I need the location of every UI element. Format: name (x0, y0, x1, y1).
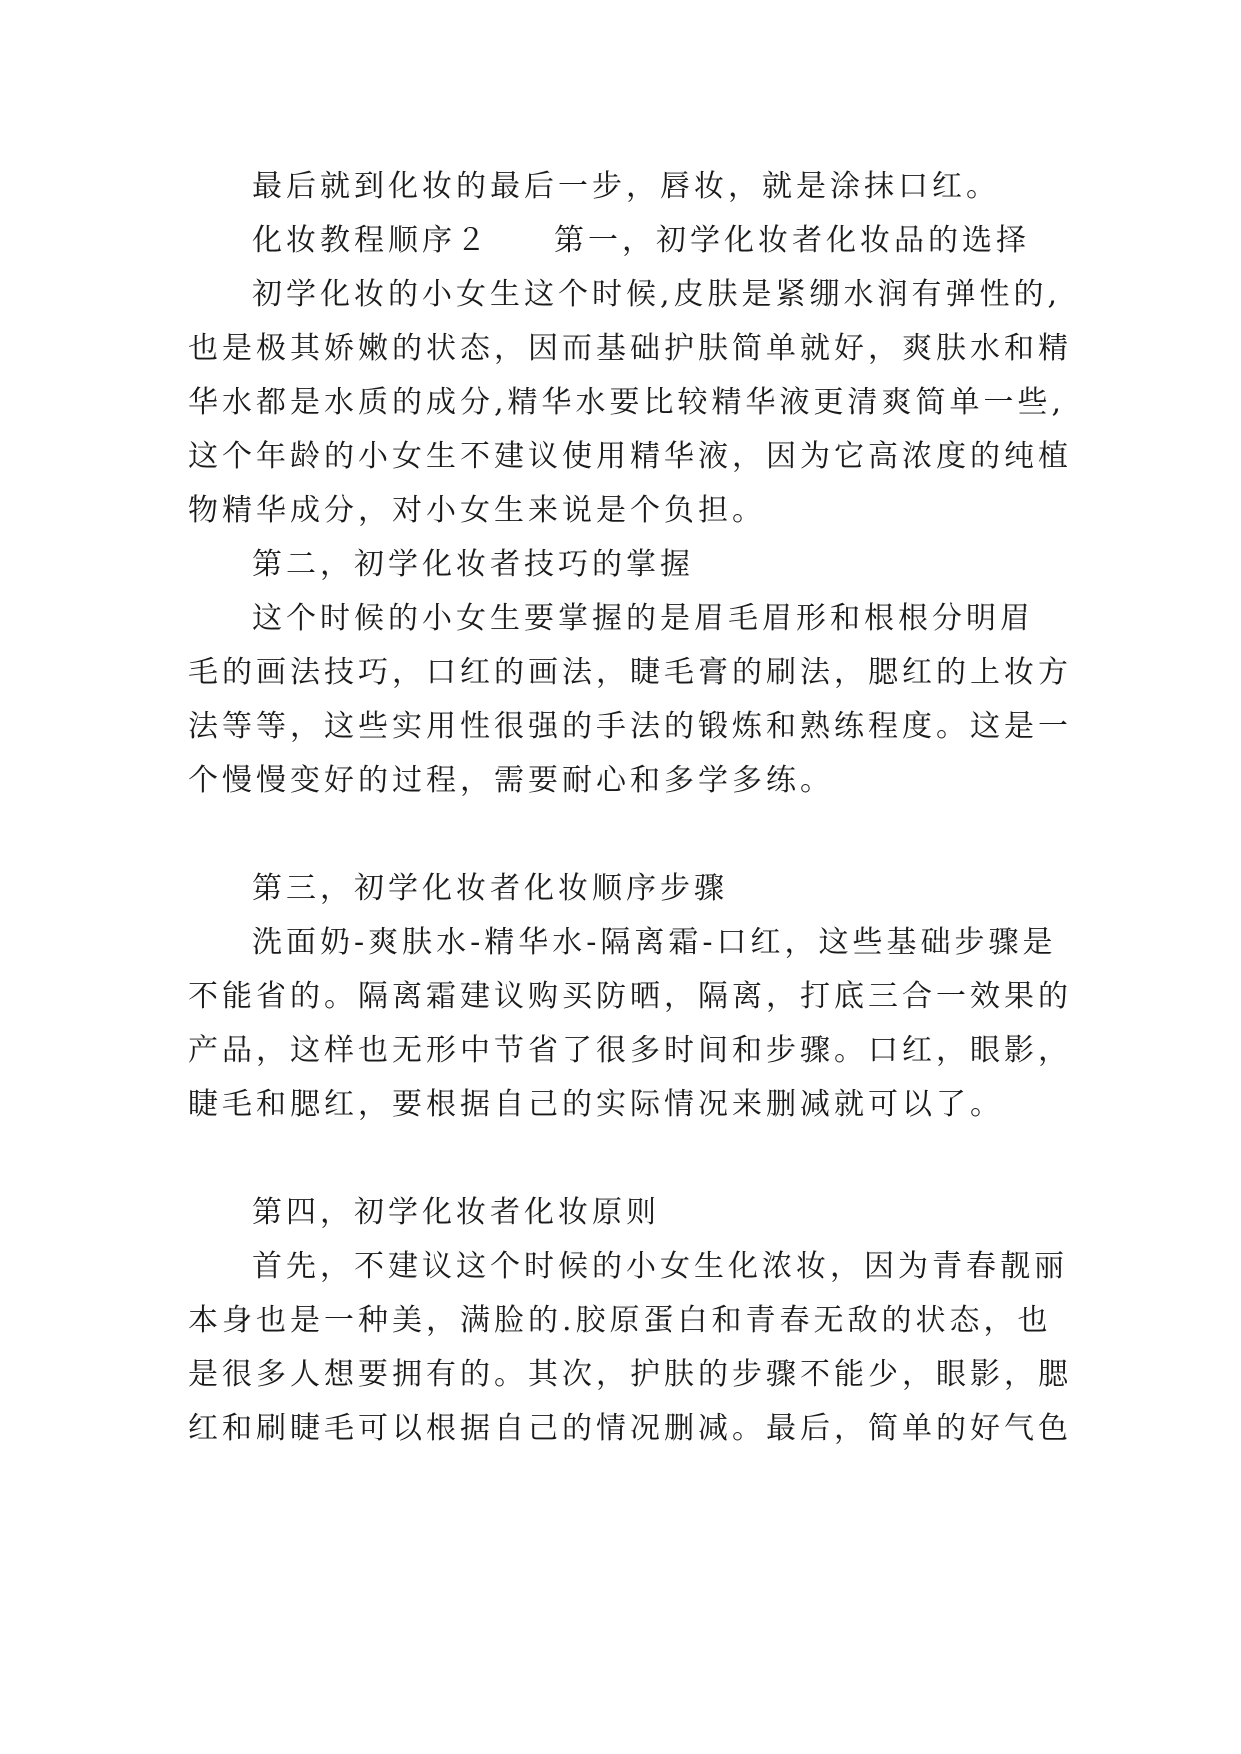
section-heading: 第四，初学化妆者化妆原则 (252, 1195, 660, 1230)
text-line: 红和刷睫毛可以根据自己的情况删减。最后，简单的好气色 (188, 1411, 1072, 1446)
text-line: 最后就到化妆的最后一步，唇妆，就是涂抹口红。 (252, 169, 1000, 204)
section-heading: 第二，初学化妆者技巧的掌握 (252, 547, 694, 582)
text-line: 法等等，这些实用性很强的手法的锻炼和熟练程度。这是一 (188, 709, 1072, 744)
text-line: 本身也是一种美，满脸的.胶原蛋白和青春无敌的状态，也 (188, 1303, 1052, 1338)
text-line: 也是极其娇嫩的状态，因而基础护肤简单就好，爽肤水和精 (188, 331, 1072, 366)
text-line: 物精华成分，对小女生来说是个负担。 (188, 493, 766, 528)
blank-line (188, 1132, 1088, 1186)
text-line: 个慢慢变好的过程，需要耐心和多学多练。 (188, 763, 834, 798)
paragraph-lip-makeup (188, 160, 1088, 214)
tutorial-title: 化妆教程顺序２ (252, 223, 490, 258)
paragraph-section-four-heading (188, 1186, 1088, 1240)
paragraph-section-three-heading (188, 862, 1088, 916)
section-heading: 第三，初学化妆者化妆顺序步骤 (252, 871, 728, 906)
paragraph-steps (188, 916, 1088, 1132)
blank-line (188, 808, 1088, 862)
text-line: 睫毛和腮红，要根据自己的实际情况来删减就可以了。 (188, 1087, 1004, 1122)
text-line: 这个年龄的小女生不建议使用精华液，因为它高浓度的纯植 (188, 439, 1072, 474)
paragraph-section-two-heading (188, 538, 1088, 592)
text-line: 产品，这样也无形中节省了很多时间和步骤。口红，眼影， (188, 1033, 1072, 1068)
text-line: 这个时候的小女生要掌握的是眉毛眉形和根根分明眉 (252, 601, 1034, 636)
text-line: 首先，不建议这个时候的小女生化浓妆，因为青春靓丽 (252, 1249, 1068, 1284)
text-line: 初学化妆的小女生这个时候,皮肤是紧绷水润有弹性的, (252, 277, 1062, 312)
document-body (188, 160, 1088, 1456)
text-line: 华水都是水质的成分,精华水要比较精华液更清爽简单一些, (188, 385, 1066, 420)
text-line: 不能省的。隔离霜建议购买防晒，隔离，打底三合一效果的 (188, 979, 1072, 1014)
paragraph-skills (188, 592, 1088, 808)
text-line: 洗面奶-爽肤水-精华水-隔离霜-口红，这些基础步骤是 (252, 925, 1057, 960)
text-line (188, 214, 1088, 268)
paragraph-section-heading (188, 214, 1088, 268)
paragraph-principles (188, 1240, 1088, 1456)
section-one-heading: 第一，初学化妆者化妆品的选择 (554, 223, 1030, 258)
paragraph-product-choice (188, 268, 1088, 538)
text-line: 毛的画法技巧，口红的画法，睫毛膏的刷法，腮红的上妆方 (188, 655, 1072, 690)
text-line: 是很多人想要拥有的。其次，护肤的步骤不能少，眼影，腮 (188, 1357, 1072, 1392)
